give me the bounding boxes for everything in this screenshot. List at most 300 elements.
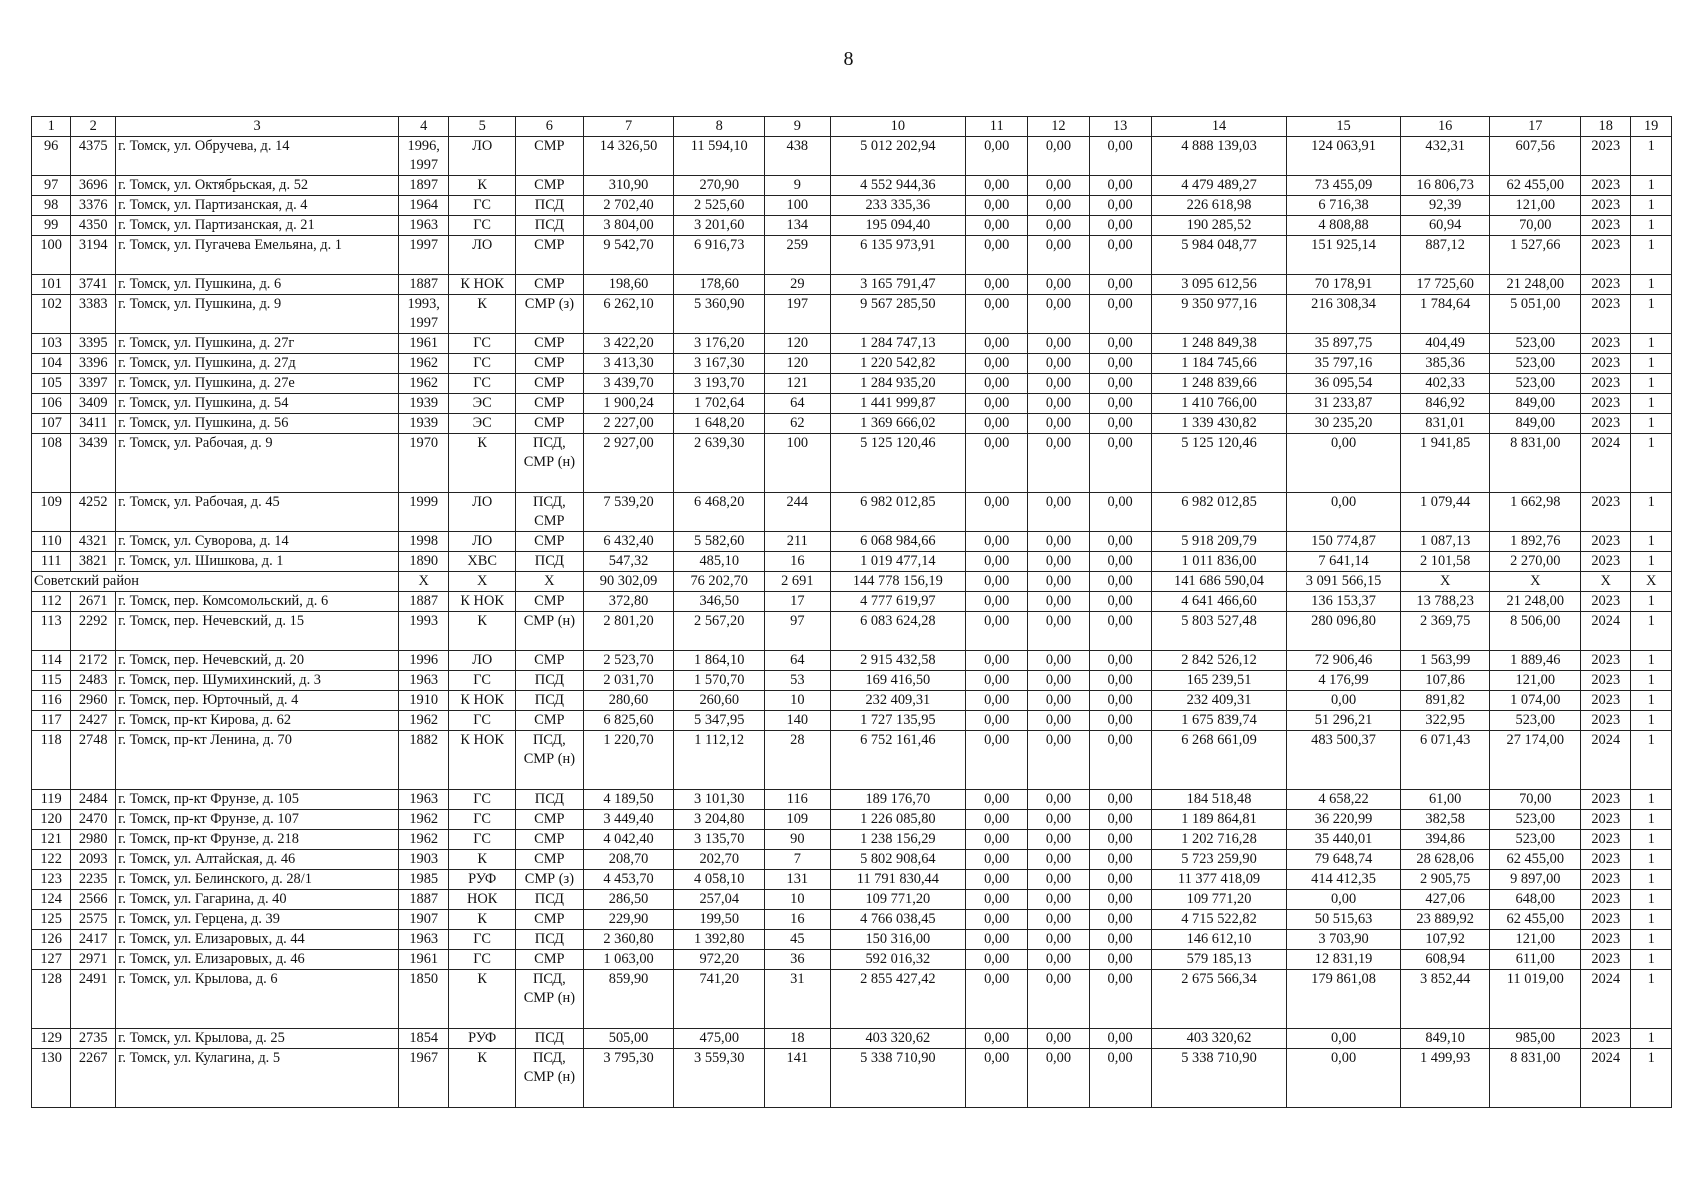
table-cell-col11: 0,00 (966, 1029, 1028, 1049)
table-cell-col19: 1 (1631, 691, 1672, 711)
table-cell-col12: 0,00 (1028, 850, 1089, 870)
table-cell-col8: 3 167,30 (674, 354, 765, 374)
repair-program-table (31, 116, 1672, 1108)
table-cell-col9: 10 (765, 890, 831, 910)
table-cell-col15: 4 658,22 (1287, 790, 1401, 810)
table-cell-col5: ГС (449, 334, 516, 354)
table-cell-col8: 3 193,70 (674, 374, 765, 394)
table-row (32, 950, 1672, 970)
table-cell-col1: 116 (32, 691, 71, 711)
table-cell-col8: 5 582,60 (674, 532, 765, 552)
table-cell-col16: 23 889,92 (1400, 910, 1490, 930)
table-cell-col15: 36 220,99 (1287, 810, 1401, 830)
column-header-14: 14 (1151, 117, 1286, 137)
table-cell-col13: 0,00 (1089, 434, 1151, 493)
table-cell-col7: 547,32 (583, 552, 674, 572)
table-row (32, 414, 1672, 434)
table-cell-col13: 0,00 (1089, 532, 1151, 552)
table-cell-col3: г. Томск, ул. Шишкова, д. 1 (116, 552, 399, 572)
district-cell-col12: 0,00 (1028, 572, 1089, 592)
table-cell-col13: 0,00 (1089, 493, 1151, 532)
table-cell-col8: 3 176,20 (674, 334, 765, 354)
table-cell-col1: 107 (32, 414, 71, 434)
table-cell-col1: 106 (32, 394, 71, 414)
table-cell-col11: 0,00 (966, 1049, 1028, 1108)
table-cell-col6: СМР (515, 651, 583, 671)
table-cell-col13: 0,00 (1089, 850, 1151, 870)
table-cell-col7: 859,90 (583, 970, 674, 1029)
table-cell-col4: 1963 (399, 671, 449, 691)
column-header-13: 13 (1089, 117, 1151, 137)
table-cell-col13: 0,00 (1089, 790, 1151, 810)
table-cell-col12: 0,00 (1028, 830, 1089, 850)
table-cell-col16: 16 806,73 (1400, 176, 1490, 196)
table-cell-col14: 11 377 418,09 (1151, 870, 1286, 890)
table-cell-col4: 1882 (399, 731, 449, 790)
table-row (32, 532, 1672, 552)
table-cell-col9: 109 (765, 810, 831, 830)
table-cell-col10: 169 416,50 (830, 671, 965, 691)
table-cell-col8: 2 567,20 (674, 612, 765, 651)
table-cell-col2: 2483 (71, 671, 116, 691)
table-cell-col8: 4 058,10 (674, 870, 765, 890)
table-cell-col14: 165 239,51 (1151, 671, 1286, 691)
column-header-9: 9 (765, 117, 831, 137)
table-cell-col17: 1 662,98 (1490, 493, 1581, 532)
district-cell-col6: Х (515, 572, 583, 592)
table-cell-col11: 0,00 (966, 236, 1028, 275)
table-cell-col16: 891,82 (1400, 691, 1490, 711)
table-cell-col6: СМР (з) (515, 295, 583, 334)
table-cell-col1: 98 (32, 196, 71, 216)
table-cell-col16: 107,86 (1400, 671, 1490, 691)
table-cell-col4: 1887 (399, 890, 449, 910)
table-cell-col4: 1993, 1997 (399, 295, 449, 334)
table-cell-col17: 70,00 (1490, 790, 1581, 810)
table-cell-col17: 5 051,00 (1490, 295, 1581, 334)
table-cell-col16: 92,39 (1400, 196, 1490, 216)
table-cell-col15: 0,00 (1287, 890, 1401, 910)
table-cell-col19: 1 (1631, 651, 1672, 671)
table-cell-col19: 1 (1631, 295, 1672, 334)
table-cell-col2: 2980 (71, 830, 116, 850)
table-cell-col13: 0,00 (1089, 196, 1151, 216)
table-cell-col7: 229,90 (583, 910, 674, 930)
table-cell-col15: 79 648,74 (1287, 850, 1401, 870)
district-cell-col7: 90 302,09 (583, 572, 674, 592)
table-cell-col11: 0,00 (966, 493, 1028, 532)
table-cell-col8: 3 201,60 (674, 216, 765, 236)
table-cell-col15: 483 500,37 (1287, 731, 1401, 790)
table-cell-col17: 523,00 (1490, 711, 1581, 731)
table-cell-col6: СМР (515, 354, 583, 374)
table-cell-col1: 96 (32, 137, 71, 176)
table-cell-col4: 1887 (399, 592, 449, 612)
column-header-4: 4 (399, 117, 449, 137)
table-cell-col13: 0,00 (1089, 1029, 1151, 1049)
table-cell-col1: 114 (32, 651, 71, 671)
table-cell-col18: 2023 (1581, 930, 1631, 950)
table-cell-col10: 150 316,00 (830, 930, 965, 950)
table-cell-col6: СМР (515, 374, 583, 394)
table-cell-col8: 6 916,73 (674, 236, 765, 275)
table-cell-col2: 2735 (71, 1029, 116, 1049)
table-cell-col13: 0,00 (1089, 176, 1151, 196)
table-body (32, 117, 1672, 1108)
table-cell-col16: 322,95 (1400, 711, 1490, 731)
table-cell-col16: 60,94 (1400, 216, 1490, 236)
table-row (32, 930, 1672, 950)
table-cell-col15: 179 861,08 (1287, 970, 1401, 1029)
table-cell-col12: 0,00 (1028, 890, 1089, 910)
table-cell-col1: 104 (32, 354, 71, 374)
table-cell-col9: 16 (765, 910, 831, 930)
table-cell-col6: СМР (515, 394, 583, 414)
table-cell-col11: 0,00 (966, 711, 1028, 731)
table-cell-col11: 0,00 (966, 671, 1028, 691)
table-cell-col17: 849,00 (1490, 394, 1581, 414)
table-cell-col6: СМР (515, 830, 583, 850)
table-cell-col6: ПСД (515, 890, 583, 910)
table-cell-col5: РУФ (449, 1029, 516, 1049)
column-header-6: 6 (515, 117, 583, 137)
table-cell-col10: 592 016,32 (830, 950, 965, 970)
table-cell-col16: 1 499,93 (1400, 1049, 1490, 1108)
table-cell-col9: 120 (765, 354, 831, 374)
table-cell-col1: 97 (32, 176, 71, 196)
table-cell-col10: 1 369 666,02 (830, 414, 965, 434)
table-cell-col1: 105 (32, 374, 71, 394)
table-cell-col1: 126 (32, 930, 71, 950)
table-cell-col2: 3376 (71, 196, 116, 216)
table-cell-col2: 2417 (71, 930, 116, 950)
table-cell-col17: 8 831,00 (1490, 1049, 1581, 1108)
table-cell-col7: 4 042,40 (583, 830, 674, 850)
table-cell-col1: 112 (32, 592, 71, 612)
table-cell-col2: 2575 (71, 910, 116, 930)
table-cell-col18: 2024 (1581, 731, 1631, 790)
table-row (32, 176, 1672, 196)
table-cell-col19: 1 (1631, 592, 1672, 612)
table-cell-col14: 6 268 661,09 (1151, 731, 1286, 790)
table-cell-col16: 385,36 (1400, 354, 1490, 374)
table-cell-col18: 2024 (1581, 970, 1631, 1029)
column-header-17: 17 (1490, 117, 1581, 137)
table-cell-col11: 0,00 (966, 354, 1028, 374)
table-cell-col11: 0,00 (966, 910, 1028, 930)
table-cell-col3: г. Томск, ул. Герцена, д. 39 (116, 910, 399, 930)
table-cell-col7: 2 227,00 (583, 414, 674, 434)
table-cell-col8: 1 648,20 (674, 414, 765, 434)
table-cell-col9: 16 (765, 552, 831, 572)
table-cell-col10: 6 068 984,66 (830, 532, 965, 552)
table-cell-col16: 404,49 (1400, 334, 1490, 354)
table-cell-col17: 611,00 (1490, 950, 1581, 970)
table-cell-col17: 523,00 (1490, 354, 1581, 374)
table-cell-col6: СМР (515, 711, 583, 731)
table-cell-col5: К НОК (449, 275, 516, 295)
table-cell-col4: 1903 (399, 850, 449, 870)
table-row (32, 671, 1672, 691)
table-cell-col14: 1 248 839,66 (1151, 374, 1286, 394)
table-cell-col15: 0,00 (1287, 691, 1401, 711)
table-cell-col14: 4 641 466,60 (1151, 592, 1286, 612)
table-cell-col9: 36 (765, 950, 831, 970)
table-cell-col1: 122 (32, 850, 71, 870)
table-cell-col18: 2023 (1581, 910, 1631, 930)
table-cell-col19: 1 (1631, 414, 1672, 434)
table-cell-col5: К (449, 612, 516, 651)
table-cell-col15: 216 308,34 (1287, 295, 1401, 334)
table-cell-col19: 1 (1631, 1029, 1672, 1049)
table-cell-col5: НОК (449, 890, 516, 910)
table-cell-col7: 4 189,50 (583, 790, 674, 810)
table-cell-col7: 280,60 (583, 691, 674, 711)
table-cell-col11: 0,00 (966, 552, 1028, 572)
table-cell-col16: 1 079,44 (1400, 493, 1490, 532)
table-cell-col8: 3 204,80 (674, 810, 765, 830)
district-cell-col10: 144 778 156,19 (830, 572, 965, 592)
table-cell-col5: К (449, 850, 516, 870)
table-cell-col5: ЛО (449, 532, 516, 552)
table-cell-col12: 0,00 (1028, 532, 1089, 552)
table-cell-col14: 2 842 526,12 (1151, 651, 1286, 671)
table-cell-col11: 0,00 (966, 970, 1028, 1029)
table-cell-col12: 0,00 (1028, 236, 1089, 275)
table-row (32, 295, 1672, 334)
table-cell-col16: 107,92 (1400, 930, 1490, 950)
table-cell-col2: 4321 (71, 532, 116, 552)
table-cell-col12: 0,00 (1028, 493, 1089, 532)
table-cell-col14: 109 771,20 (1151, 890, 1286, 910)
table-cell-col2: 2566 (71, 890, 116, 910)
table-cell-col7: 6 262,10 (583, 295, 674, 334)
column-header-8: 8 (674, 117, 765, 137)
table-cell-col1: 103 (32, 334, 71, 354)
table-cell-col13: 0,00 (1089, 651, 1151, 671)
table-cell-col13: 0,00 (1089, 890, 1151, 910)
table-cell-col8: 1 392,80 (674, 930, 765, 950)
table-cell-col19: 1 (1631, 216, 1672, 236)
table-cell-col4: 1970 (399, 434, 449, 493)
table-cell-col6: СМР (н) (515, 612, 583, 651)
table-cell-col6: ПСД, СМР (515, 493, 583, 532)
column-header-1: 1 (32, 117, 71, 137)
table-cell-col5: К (449, 1049, 516, 1108)
table-cell-col19: 1 (1631, 810, 1672, 830)
table-row (32, 691, 1672, 711)
table-cell-col2: 3821 (71, 552, 116, 572)
table-cell-col9: 9 (765, 176, 831, 196)
district-cell-col16: Х (1400, 572, 1490, 592)
table-cell-col11: 0,00 (966, 414, 1028, 434)
table-cell-col7: 2 523,70 (583, 651, 674, 671)
table-cell-col10: 2 915 432,58 (830, 651, 965, 671)
table-cell-col10: 1 441 999,87 (830, 394, 965, 414)
table-cell-col16: 402,33 (1400, 374, 1490, 394)
table-cell-col3: г. Томск, ул. Суворова, д. 14 (116, 532, 399, 552)
table-cell-col13: 0,00 (1089, 612, 1151, 651)
table-cell-col12: 0,00 (1028, 334, 1089, 354)
table-cell-col1: 113 (32, 612, 71, 651)
table-cell-col3: г. Томск, ул. Пушкина, д. 54 (116, 394, 399, 414)
table-cell-col7: 2 031,70 (583, 671, 674, 691)
table-cell-col12: 0,00 (1028, 275, 1089, 295)
table-cell-col11: 0,00 (966, 930, 1028, 950)
table-cell-col1: 127 (32, 950, 71, 970)
table-cell-col10: 6 083 624,28 (830, 612, 965, 651)
table-cell-col14: 6 982 012,85 (1151, 493, 1286, 532)
table-cell-col15: 280 096,80 (1287, 612, 1401, 651)
table-cell-col5: ГС (449, 711, 516, 731)
column-header-16: 16 (1400, 117, 1490, 137)
table-cell-col3: г. Томск, ул. Гагарина, д. 40 (116, 890, 399, 910)
table-cell-col7: 372,80 (583, 592, 674, 612)
table-cell-col1: 117 (32, 711, 71, 731)
table-cell-col4: 1993 (399, 612, 449, 651)
table-cell-col4: 1962 (399, 711, 449, 731)
table-cell-col10: 1 019 477,14 (830, 552, 965, 572)
table-cell-col7: 1 220,70 (583, 731, 674, 790)
table-cell-col10: 189 176,70 (830, 790, 965, 810)
table-cell-col13: 0,00 (1089, 870, 1151, 890)
district-cell-col15: 3 091 566,15 (1287, 572, 1401, 592)
table-cell-col7: 1 063,00 (583, 950, 674, 970)
table-cell-col12: 0,00 (1028, 910, 1089, 930)
table-cell-col19: 1 (1631, 870, 1672, 890)
table-cell-col7: 6 432,40 (583, 532, 674, 552)
table-cell-col14: 232 409,31 (1151, 691, 1286, 711)
column-header-12: 12 (1028, 117, 1089, 137)
table-cell-col12: 0,00 (1028, 1029, 1089, 1049)
table-cell-col3: г. Томск, ул. Пушкина, д. 27г (116, 334, 399, 354)
table-cell-col15: 12 831,19 (1287, 950, 1401, 970)
table-cell-col7: 208,70 (583, 850, 674, 870)
table-cell-col11: 0,00 (966, 870, 1028, 890)
table-cell-col19: 1 (1631, 354, 1672, 374)
table-cell-col1: 101 (32, 275, 71, 295)
table-cell-col3: г. Томск, ул. Кулагина, д. 5 (116, 1049, 399, 1108)
table-row (32, 236, 1672, 275)
column-header-2: 2 (71, 117, 116, 137)
table-cell-col10: 6 982 012,85 (830, 493, 965, 532)
table-cell-col18: 2023 (1581, 830, 1631, 850)
table-cell-col12: 0,00 (1028, 176, 1089, 196)
table-cell-col8: 5 347,95 (674, 711, 765, 731)
table-cell-col18: 2023 (1581, 334, 1631, 354)
table-cell-col9: 7 (765, 850, 831, 870)
table-cell-col17: 121,00 (1490, 671, 1581, 691)
page-number: 8 (843, 48, 854, 70)
table-row (32, 434, 1672, 493)
column-header-19: 19 (1631, 117, 1672, 137)
table-cell-col5: РУФ (449, 870, 516, 890)
table-cell-col12: 0,00 (1028, 295, 1089, 334)
table-cell-col9: 10 (765, 691, 831, 711)
table-cell-col7: 2 360,80 (583, 930, 674, 950)
table-cell-col6: СМР (515, 950, 583, 970)
table-cell-col9: 64 (765, 651, 831, 671)
table-cell-col13: 0,00 (1089, 830, 1151, 850)
table-cell-col6: ПСД (515, 691, 583, 711)
table-cell-col19: 1 (1631, 552, 1672, 572)
table-cell-col13: 0,00 (1089, 691, 1151, 711)
table-cell-col1: 130 (32, 1049, 71, 1108)
table-cell-col16: 382,58 (1400, 810, 1490, 830)
table-cell-col7: 310,90 (583, 176, 674, 196)
table-cell-col5: ЭС (449, 414, 516, 434)
table-header-row (32, 117, 1672, 137)
table-cell-col3: г. Томск, пер. Шумихинский, д. 3 (116, 671, 399, 691)
table-cell-col11: 0,00 (966, 275, 1028, 295)
table-cell-col18: 2023 (1581, 870, 1631, 890)
table-cell-col17: 849,00 (1490, 414, 1581, 434)
table-cell-col14: 5 918 209,79 (1151, 532, 1286, 552)
table-cell-col8: 346,50 (674, 592, 765, 612)
table-cell-col12: 0,00 (1028, 671, 1089, 691)
table-cell-col3: г. Томск, пр-кт Ленина, д. 70 (116, 731, 399, 790)
table-cell-col2: 3439 (71, 434, 116, 493)
table-cell-col6: СМР (515, 910, 583, 930)
table-cell-col3: г. Томск, ул. Елизаровых, д. 44 (116, 930, 399, 950)
table-cell-col2: 3194 (71, 236, 116, 275)
table-cell-col10: 233 335,36 (830, 196, 965, 216)
table-cell-col8: 972,20 (674, 950, 765, 970)
table-cell-col17: 2 270,00 (1490, 552, 1581, 572)
table-cell-col18: 2023 (1581, 196, 1631, 216)
table-cell-col10: 1 226 085,80 (830, 810, 965, 830)
table-cell-col9: 18 (765, 1029, 831, 1049)
table-cell-col5: ЭС (449, 394, 516, 414)
table-cell-col5: К НОК (449, 592, 516, 612)
table-cell-col15: 73 455,09 (1287, 176, 1401, 196)
table-cell-col8: 178,60 (674, 275, 765, 295)
table-cell-col18: 2023 (1581, 671, 1631, 691)
table-row (32, 830, 1672, 850)
table-cell-col19: 1 (1631, 890, 1672, 910)
table-cell-col3: г. Томск, ул. Октябрьская, д. 52 (116, 176, 399, 196)
table-cell-col15: 31 233,87 (1287, 394, 1401, 414)
table-cell-col3: г. Томск, пр-кт Фрунзе, д. 105 (116, 790, 399, 810)
table-cell-col7: 286,50 (583, 890, 674, 910)
table-cell-col12: 0,00 (1028, 790, 1089, 810)
table-cell-col6: ПСД (515, 552, 583, 572)
table-cell-col17: 523,00 (1490, 334, 1581, 354)
table-cell-col6: ПСД (515, 216, 583, 236)
table-cell-col10: 1 238 156,29 (830, 830, 965, 850)
table-cell-col18: 2023 (1581, 216, 1631, 236)
table-cell-col2: 4252 (71, 493, 116, 532)
table-cell-col5: К (449, 434, 516, 493)
table-cell-col1: 119 (32, 790, 71, 810)
table-cell-col1: 99 (32, 216, 71, 236)
table-cell-col11: 0,00 (966, 890, 1028, 910)
table-cell-col12: 0,00 (1028, 810, 1089, 830)
table-cell-col6: СМР (515, 176, 583, 196)
table-cell-col14: 3 095 612,56 (1151, 275, 1286, 295)
table-cell-col9: 29 (765, 275, 831, 295)
table-cell-col4: 1964 (399, 196, 449, 216)
table-cell-col19: 1 (1631, 970, 1672, 1029)
table-cell-col10: 2 855 427,42 (830, 970, 965, 1029)
table-cell-col3: г. Томск, ул. Пушкина, д. 27д (116, 354, 399, 374)
table-cell-col15: 51 296,21 (1287, 711, 1401, 731)
table-cell-col5: ГС (449, 810, 516, 830)
table-row (32, 216, 1672, 236)
table-cell-col12: 0,00 (1028, 196, 1089, 216)
table-cell-col9: 259 (765, 236, 831, 275)
table-cell-col9: 438 (765, 137, 831, 176)
